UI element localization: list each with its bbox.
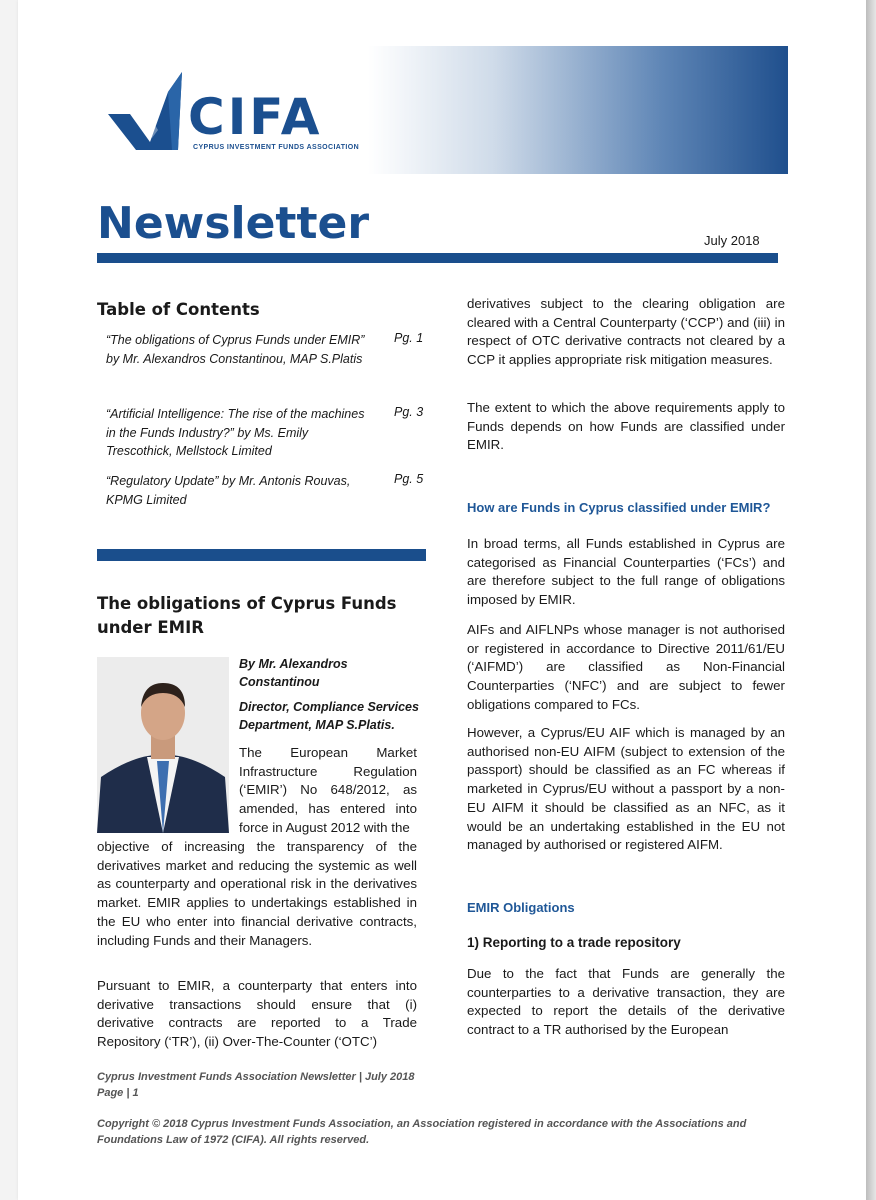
toc-item-page: Pg. 3 [394, 405, 424, 419]
issue-date: July 2018 [704, 233, 760, 248]
toc-item-page: Pg. 1 [394, 331, 424, 345]
article-paragraph: The European Market Infrastructure Regulation (‘EMIR’) No 648/2012, as amended, has entered into force in August 2012 with the [239, 745, 417, 835]
article-paragraph: In broad terms, all Funds established in Cyprus are categorised as Financial Counterparties (‘FCs’) and are therefore subject to the full range of obligations imposed by EMIR. [467, 536, 785, 608]
article-author: By Mr. Alexandros Constantinou [239, 657, 348, 689]
newsletter-title: Newsletter [97, 198, 370, 249]
toc-item-text: “Regulatory Update” by Mr. Antonis Rouvas, KPMG Limited [106, 474, 351, 507]
logo-name: CIFA [188, 88, 323, 146]
section-heading: EMIR Obligations [467, 900, 575, 915]
article-paragraph: Due to the fact that Funds are generally the counterparties to a derivative transaction, they are expected to report the details of the derivative contract to a TR authorised by the European [467, 966, 785, 1038]
article-paragraph: However, a Cyprus/EU AIF which is managed by an authorised non-EU AIFM (subject to extension of the passport) should be classified as an FC whereas if marketed in Cyprus/EU without a passport by a non-EU AIFM it should be classified as an NFC, as it would be an undertaking established in the EU not managed by authorised or registered AIFM. [467, 725, 785, 853]
article-paragraph: Pursuant to EMIR, a counterparty that enters into derivative transactions should ensure that (i) derivative contracts are reported to a Trade Repository (‘TR’), (ii) Over-The-Counter (‘OTC’) [97, 978, 417, 1050]
section-heading: How are Funds in Cyprus classified under EMIR? [467, 500, 771, 515]
article-paragraph: AIFs and AIFLNPs whose manager is not authorised or registered in accordance to Directive 2011/61/EU (‘AIFMD’) are classified as Non-Financial Counterparties (‘NFC’) and are subject to fewer obligations compared to FCs. [467, 622, 785, 712]
toc-item-text: “The obligations of Cyprus Funds under EMIR” by Mr. Alexandros Constantinou, MAP S.Platis [106, 333, 365, 366]
article-title: The obligations of Cyprus Funds under EMIR [97, 594, 397, 637]
toc-heading: Table of Contents [97, 300, 260, 319]
copyright-notice: Copyright © 2018 Cyprus Investment Funds Association, an Association registered in accordance with the Associations and Foundations Law of 1972 (CIFA). All rights reserved. [97, 1118, 747, 1146]
toc-item-page: Pg. 5 [394, 472, 424, 486]
section-rule [97, 549, 426, 561]
author-role: Director, Compliance Services Department, MAP S.Platis. [239, 700, 419, 732]
article-paragraph: objective of increasing the transparency of the derivatives market and reducing the systemic as well as counterparty and operational risk in the derivatives market. EMIR applies to undertakings established in the EU who enter into financial derivative contracts, including Funds and their Managers. [97, 839, 417, 948]
page-edge [866, 0, 876, 1200]
author-photo [97, 657, 229, 833]
toc-item-text: “Artificial Intelligence: The rise of the machines in the Funds Industry?” by Ms. Emily Trescothick, Mellstock Limited [106, 407, 365, 458]
article-paragraph: derivatives subject to the clearing obligation are cleared with a Central Counterparty (‘CCP’) and (iii) in respect of OTC derivative contracts not cleared by a CCP it applies appropriate risk mitigation measures. [467, 296, 785, 368]
subsection-heading: 1) Reporting to a trade repository [467, 935, 681, 950]
logo-subtitle: CYPRUS INVESTMENT FUNDS ASSOCIATION [193, 144, 360, 151]
article-paragraph: The extent to which the above requirements apply to Funds depends on how Funds are classified under EMIR. [467, 400, 785, 453]
header-rule [97, 253, 778, 263]
header-gradient-banner [368, 46, 788, 174]
page-footer: Cyprus Investment Funds Association Newsletter | July 2018 Page | 1 [97, 1071, 415, 1099]
